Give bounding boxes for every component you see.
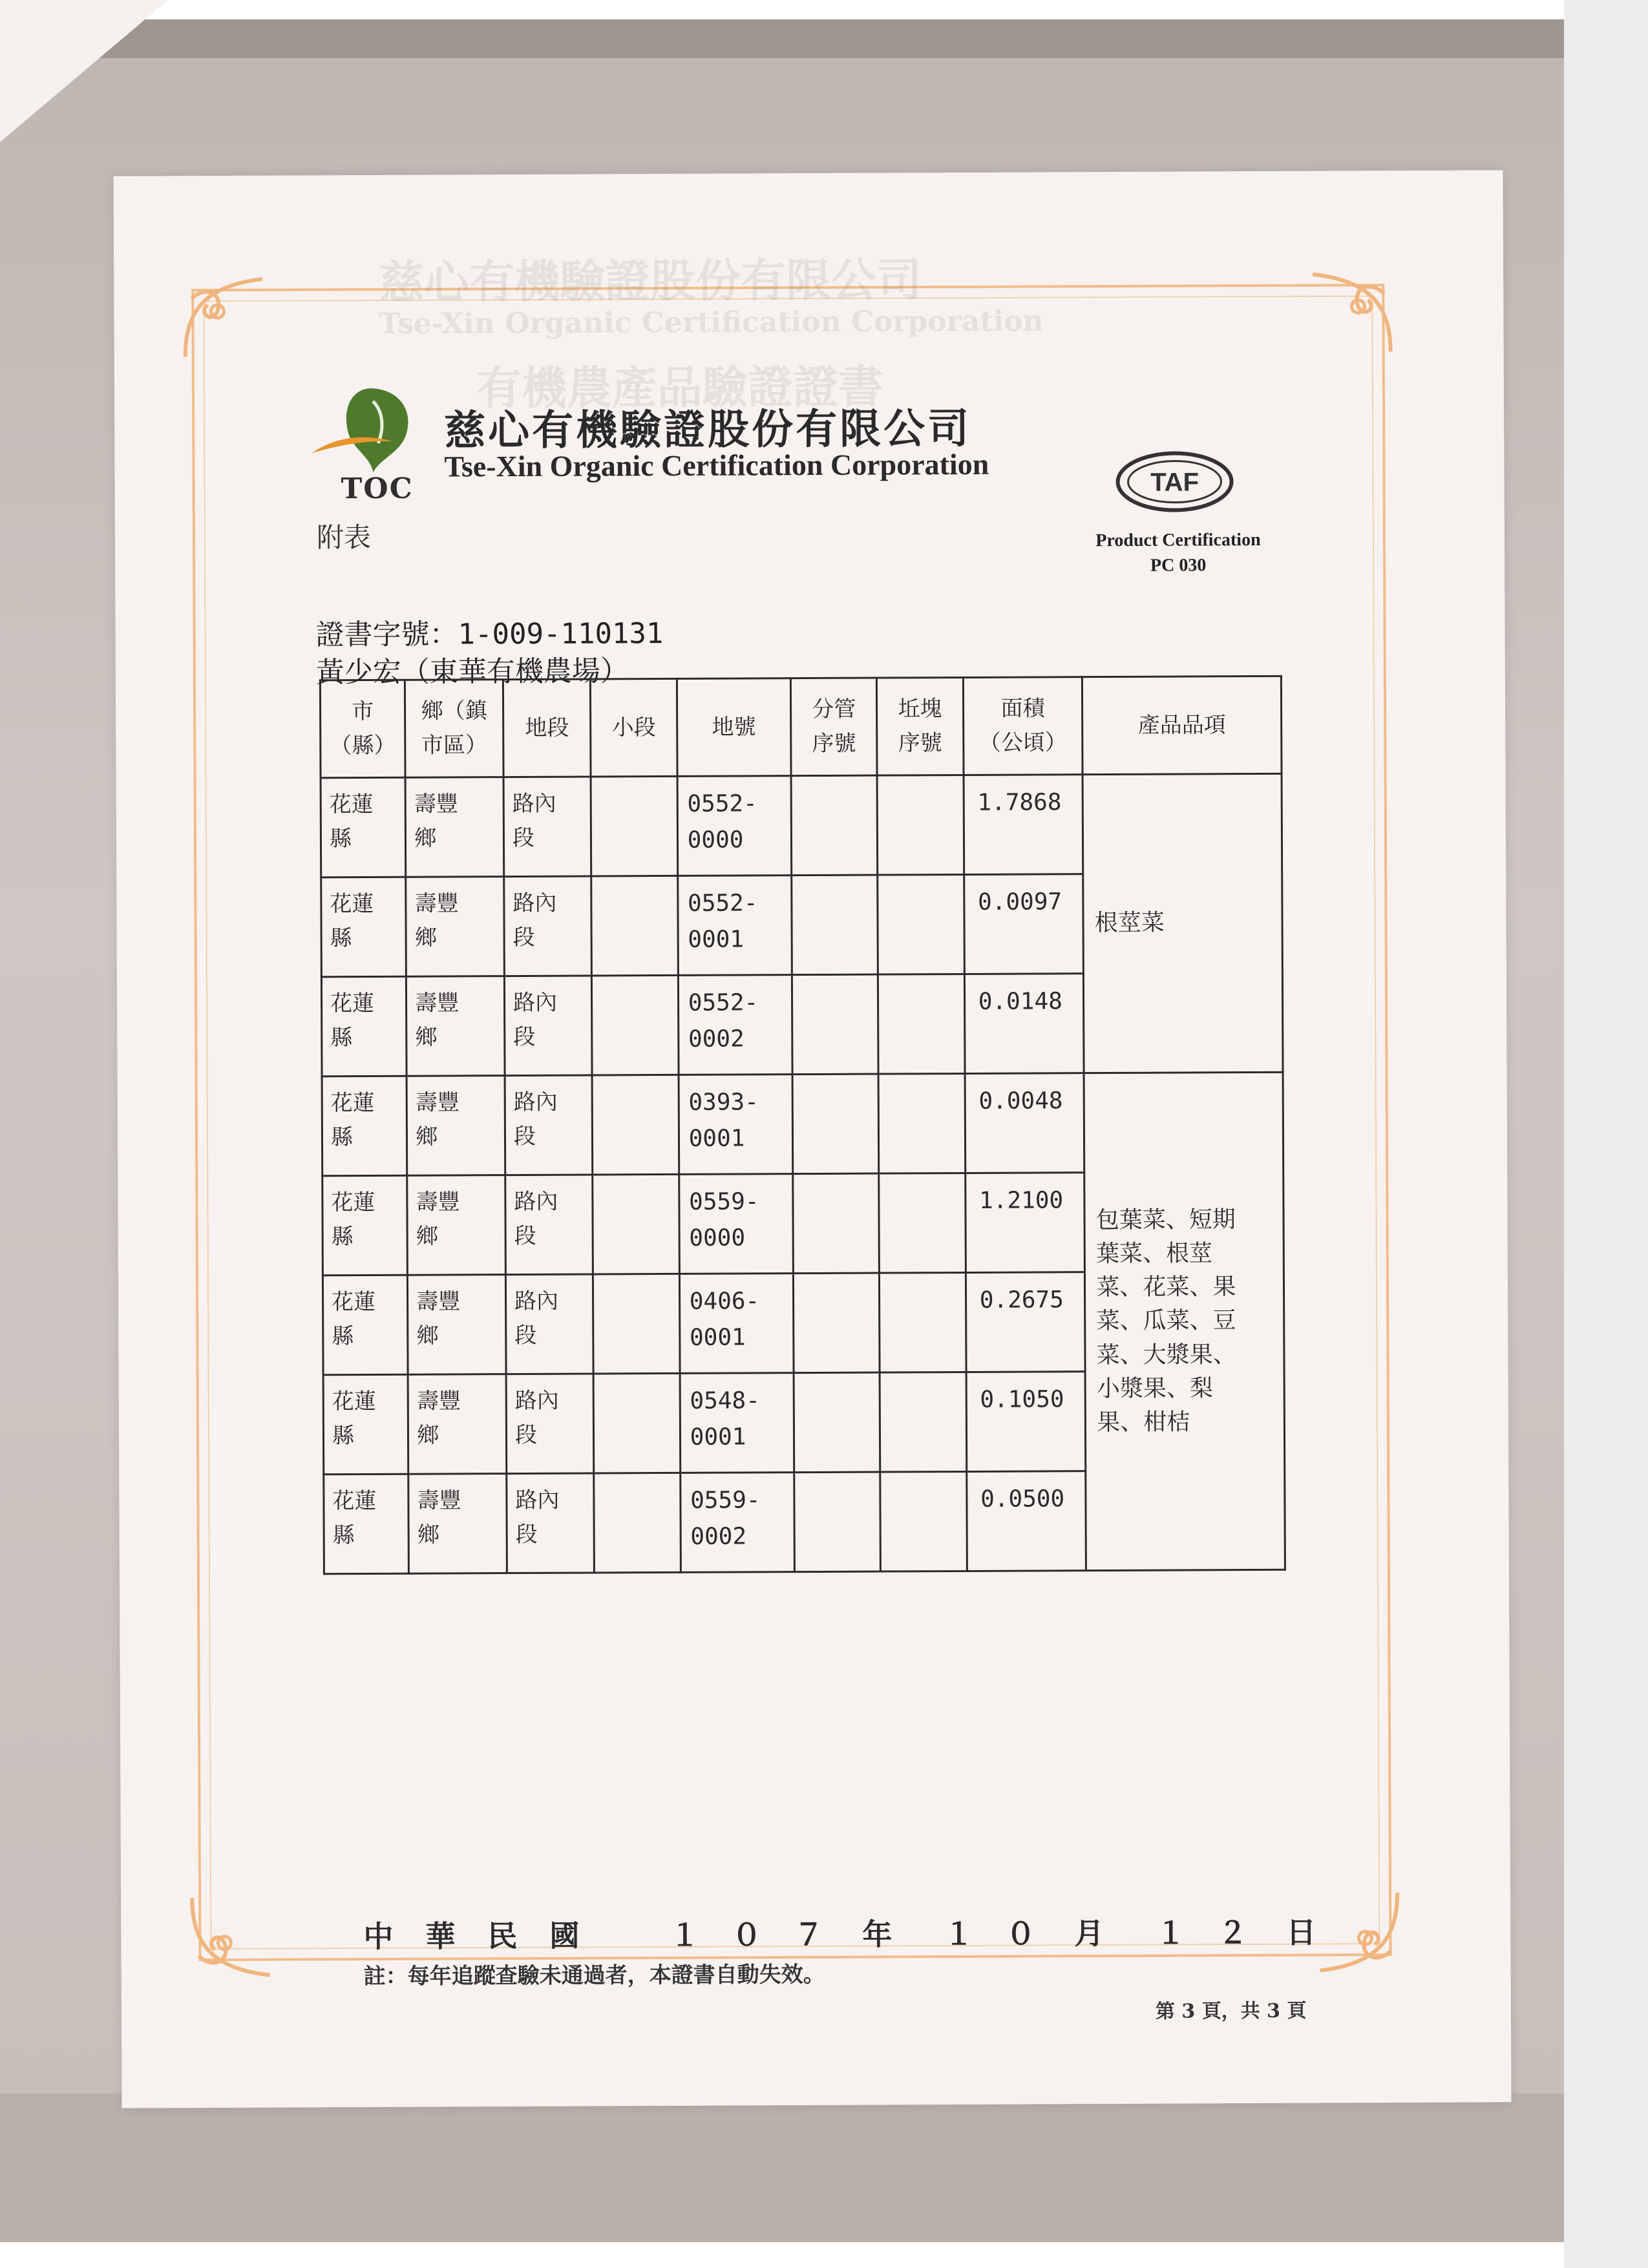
plot-number-cell	[880, 1272, 966, 1372]
section-cell: 路內 段	[505, 1175, 593, 1275]
township-cell: 壽豐 鄉	[406, 877, 504, 977]
subsection-cell	[591, 876, 678, 976]
township-cell: 壽豐 鄉	[408, 1474, 507, 1574]
header-section: 地段	[503, 679, 591, 777]
ornament-bottom-left-icon	[185, 1891, 277, 1982]
page-number: 第 3 頁，共 3 頁	[1155, 1999, 1307, 2023]
section-cell: 路內 段	[504, 976, 592, 1076]
area-cell: 0.0500	[966, 1471, 1086, 1571]
plot-number-cell	[879, 1173, 966, 1273]
ornament-bottom-right-icon	[1313, 1886, 1404, 1977]
certificate-number: 證書字號：1-009-110131	[315, 616, 664, 652]
certificate-page	[113, 170, 1511, 2108]
date-character: ０	[732, 1917, 762, 1953]
share-number-cell	[792, 1074, 879, 1174]
share-number-cell	[793, 1173, 880, 1274]
product-category-cell: 根莖菜	[1083, 773, 1283, 1073]
scan-margin	[1564, 0, 1648, 2268]
ornament-top-left-icon	[178, 273, 269, 364]
township-cell: 壽豐 鄉	[408, 1374, 506, 1475]
share-number-cell	[793, 1273, 880, 1373]
county-cell: 花蓮 縣	[321, 976, 407, 1076]
header-subsection: 小段	[591, 678, 677, 777]
date-character: 日	[1286, 1915, 1316, 1950]
date-character: １	[944, 1916, 974, 1952]
date-character: 月	[1074, 1916, 1104, 1951]
header-area: 面積 （公頃）	[963, 677, 1083, 775]
area-cell: 1.2100	[965, 1173, 1084, 1273]
lot-number-cell: 0552- 0002	[678, 975, 792, 1075]
township-cell: 壽豐 鄉	[407, 976, 505, 1076]
area-cell: 1.7868	[964, 775, 1083, 875]
date-character: ７	[794, 1916, 824, 1953]
subsection-cell	[591, 776, 677, 876]
subsection-cell	[593, 1373, 680, 1473]
table-row	[322, 1072, 1284, 1175]
date-character: 中	[363, 1918, 394, 1955]
lot-number-cell: 0552- 0001	[677, 876, 792, 976]
show-through-text: 有機農產品驗證證書	[476, 359, 884, 415]
company-name-zh: 慈心有機驗證股份有限公司	[444, 404, 972, 456]
parcel-table-body	[321, 773, 1285, 1573]
table-header-row	[320, 676, 1282, 777]
taf-mark-text: TAF	[1150, 468, 1199, 497]
header-township: 鄉（鎮 市區）	[405, 680, 503, 778]
township-cell: 壽豐 鄉	[407, 1175, 505, 1276]
plot-number-cell	[877, 775, 964, 875]
lot-number-cell: 0559- 0002	[680, 1473, 794, 1573]
photo-surface	[0, 2094, 1577, 2242]
logo-text: TOC	[341, 472, 414, 506]
folded-corner	[0, 0, 168, 142]
section-cell: 路內 段	[506, 1374, 594, 1474]
date-character: ０	[1006, 1916, 1036, 1951]
header-plot-number: 坵塊 序號	[877, 677, 964, 775]
subsection-cell	[592, 975, 679, 1075]
section-cell: 路內 段	[505, 1075, 593, 1175]
header-product: 產品品項	[1083, 676, 1282, 774]
area-cell: 0.1050	[966, 1372, 1086, 1472]
date-character: ２	[1218, 1915, 1248, 1951]
plot-number-cell	[880, 1372, 966, 1472]
lot-number-cell: 0559- 0000	[679, 1174, 793, 1274]
issue-date	[363, 1909, 1316, 1956]
accreditation-line-1: Product Certification	[1095, 529, 1261, 551]
section-cell: 路內 段	[505, 1274, 593, 1374]
taf-accreditation-logo	[1113, 449, 1236, 514]
product-category-cell: 包葉菜、短期 葉菜、根莖 菜、花菜、果 菜、瓜菜、豆 菜、大漿果、 小漿果、梨 果、柑桔	[1084, 1072, 1285, 1570]
subsection-cell	[593, 1274, 680, 1374]
county-cell: 花蓮 縣	[321, 877, 407, 977]
township-cell: 壽豐 鄉	[405, 777, 503, 877]
share-number-cell	[791, 775, 878, 876]
header-lot-number: 地號	[677, 678, 791, 777]
area-cell: 0.0148	[964, 974, 1084, 1074]
show-through-text: Tse-Xin Organic Certification Corporation	[379, 304, 1044, 341]
toc-leaf-logo-icon	[308, 382, 419, 479]
plot-number-cell	[880, 1471, 967, 1571]
company-name-en: Tse-Xin Organic Certification Corporation	[444, 447, 989, 483]
header-share-number: 分管 序號	[790, 678, 877, 776]
date-character: １	[1156, 1915, 1186, 1951]
area-cell: 0.2675	[966, 1272, 1085, 1372]
county-cell: 花蓮 縣	[322, 1275, 408, 1375]
validity-note: 註：每年追蹤查驗未通過者，本證書自動失效。	[363, 1961, 825, 1990]
lot-number-cell: 0393- 0001	[679, 1075, 793, 1175]
date-character: １	[670, 1917, 700, 1953]
share-number-cell	[794, 1472, 881, 1572]
certificate-holder: 黃少宏（東華有機農場）	[315, 655, 629, 689]
county-cell: 花蓮 縣	[322, 1175, 408, 1276]
area-cell: 0.0097	[964, 874, 1083, 974]
township-cell: 壽豐 鄉	[408, 1275, 506, 1375]
section-cell: 路內 段	[507, 1473, 595, 1573]
share-number-cell	[792, 974, 878, 1075]
header-county: 市 （縣）	[320, 680, 405, 778]
plot-number-cell	[878, 974, 965, 1074]
show-through-text: 慈心有機驗證股份有限公司	[379, 253, 922, 309]
table-row	[321, 773, 1282, 877]
county-cell: 花蓮 縣	[324, 1474, 409, 1574]
lot-number-cell: 0548- 0001	[680, 1373, 794, 1473]
subsection-cell	[592, 1075, 679, 1175]
date-character: 華	[425, 1918, 456, 1954]
subsection-cell	[594, 1473, 681, 1573]
date-character: 國	[549, 1918, 580, 1953]
township-cell: 壽豐 鄉	[407, 1076, 505, 1176]
photo-shadow	[26, 19, 1564, 58]
accreditation-line-2: PC 030	[1150, 555, 1207, 576]
ornament-top-right-icon	[1306, 268, 1397, 359]
parcel-table	[319, 675, 1286, 1575]
plot-number-cell	[878, 874, 964, 974]
appendix-label: 附表	[316, 521, 372, 554]
plot-number-cell	[878, 1073, 965, 1173]
county-cell: 花蓮 縣	[321, 777, 406, 877]
date-character: 民	[487, 1918, 518, 1954]
section-cell: 路內 段	[504, 876, 592, 976]
area-cell: 0.0048	[965, 1073, 1084, 1173]
county-cell: 花蓮 縣	[323, 1374, 408, 1475]
date-character: 年	[862, 1916, 893, 1952]
subsection-cell	[593, 1174, 679, 1274]
section-cell: 路內 段	[503, 777, 591, 877]
lot-number-cell: 0406- 0001	[679, 1274, 794, 1374]
county-cell: 花蓮 縣	[322, 1076, 407, 1176]
share-number-cell	[792, 875, 878, 975]
lot-number-cell: 0552- 0000	[677, 776, 792, 876]
share-number-cell	[794, 1372, 880, 1473]
